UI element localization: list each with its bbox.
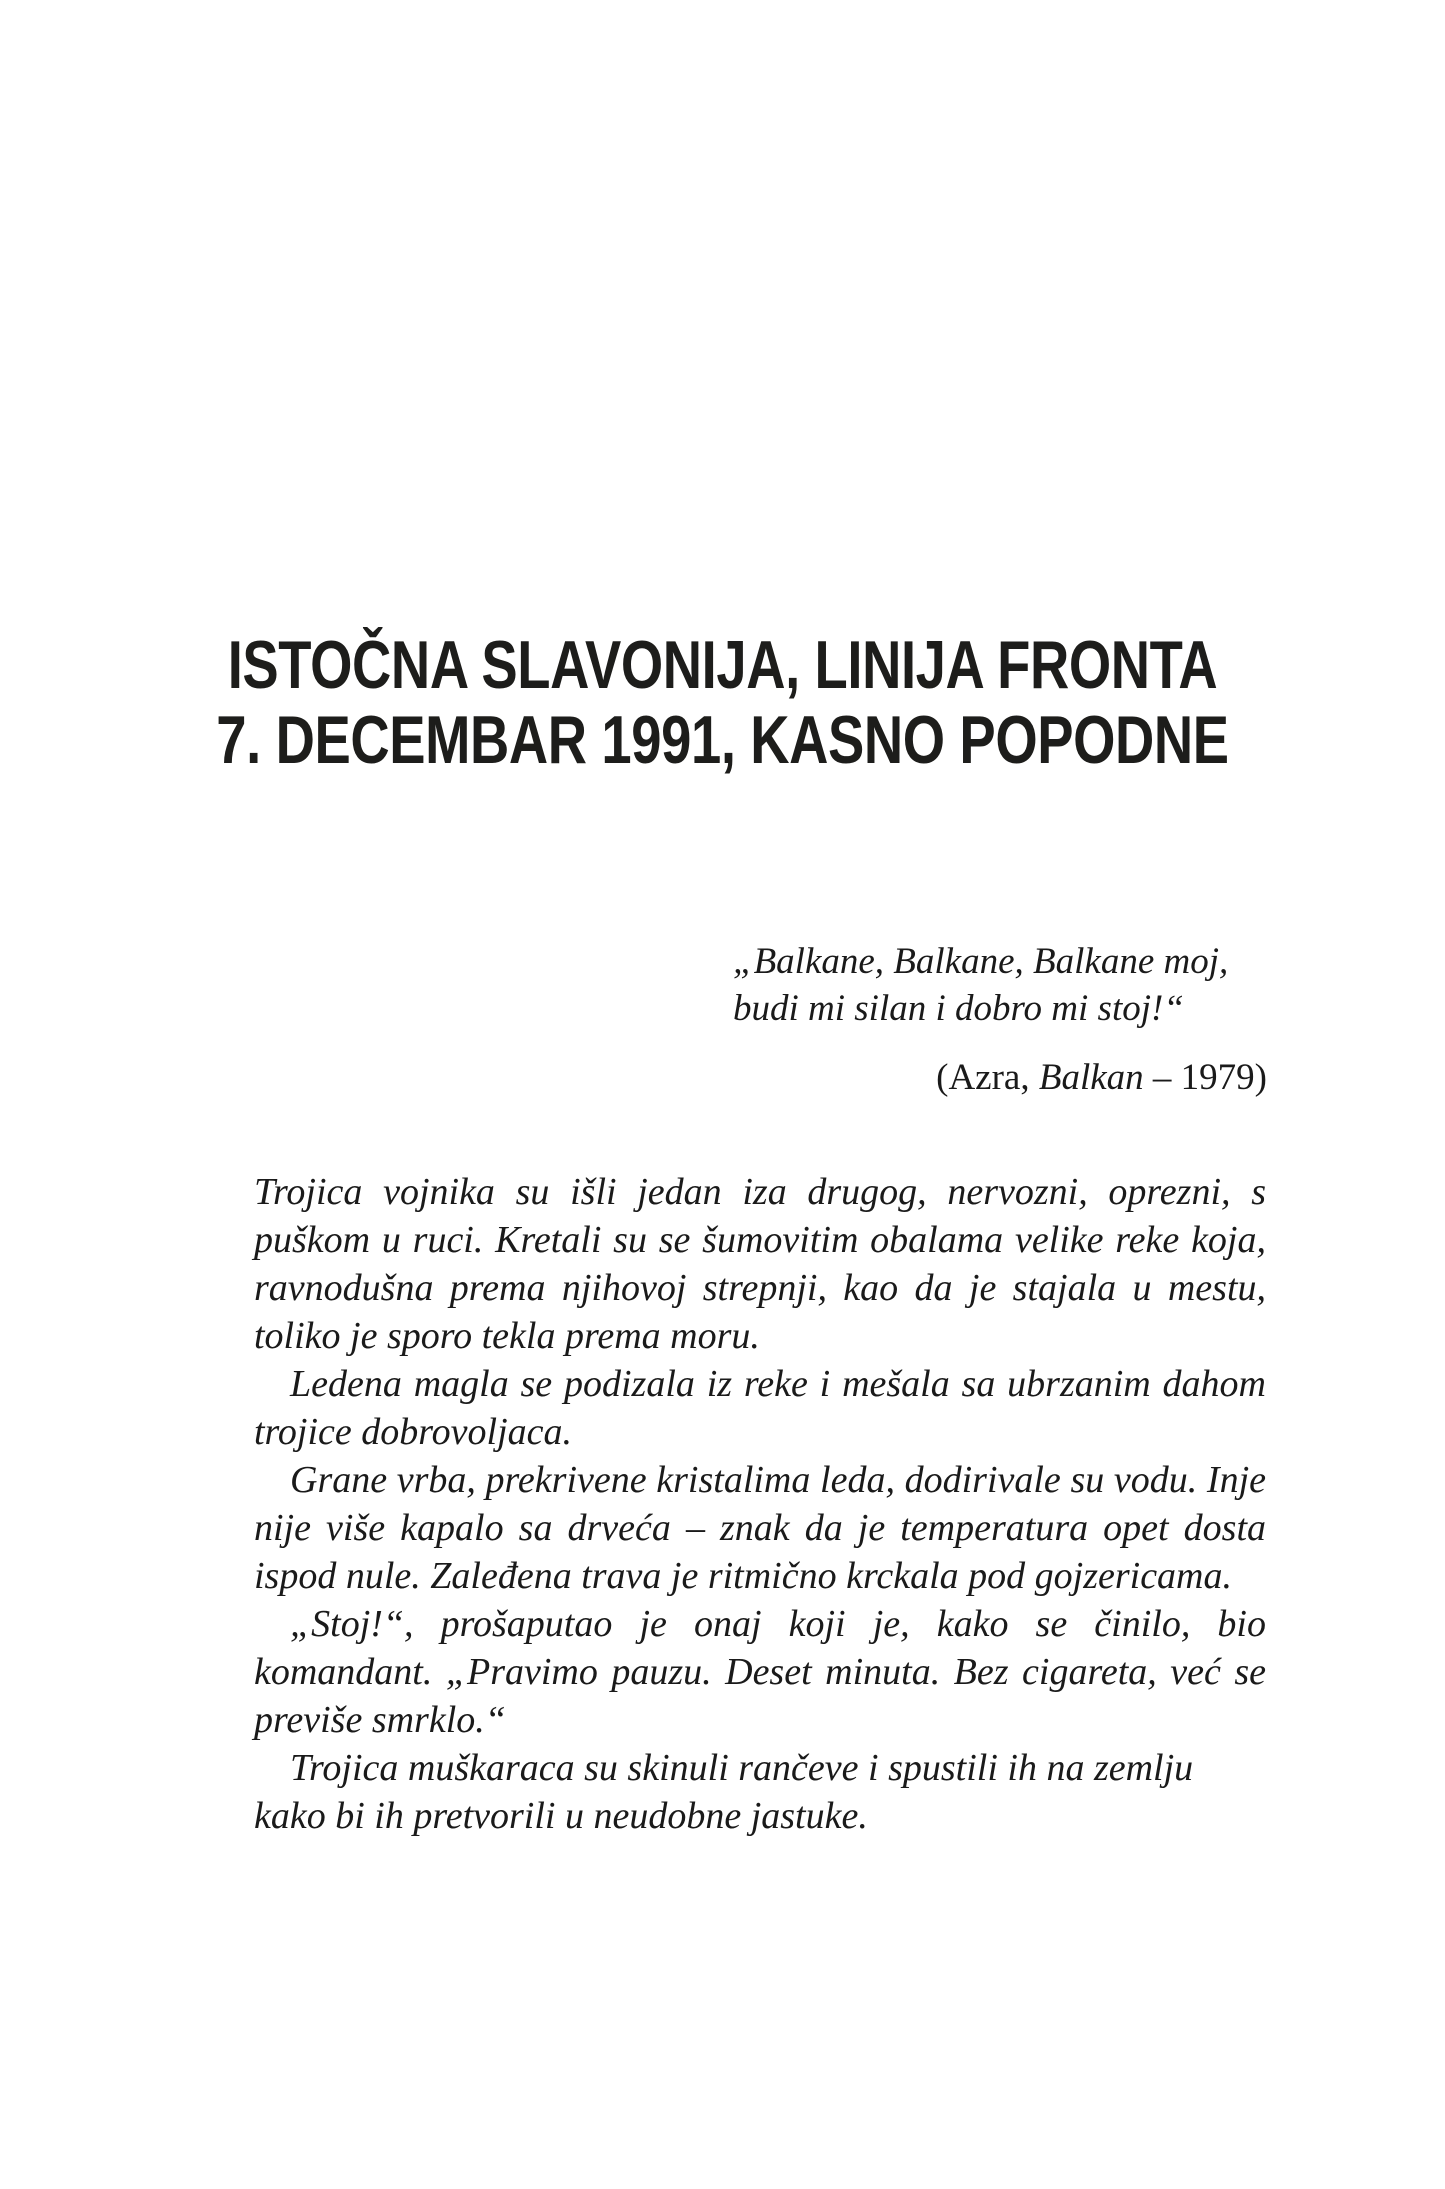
body-paragraph: Ledena magla se podizala iz reke i mešala sa ubrzanim dahom trojice dobrovoljaca. bbox=[254, 1363, 1266, 1453]
epigraph-attribution-suffix: – 1979) bbox=[1143, 1057, 1267, 1098]
body-text bbox=[254, 1168, 1266, 1840]
epigraph-attribution-prefix: (Azra, bbox=[936, 1057, 1039, 1098]
epigraph-attribution-work: Balkan bbox=[1038, 1057, 1144, 1098]
chapter-title-line-1: ISTOČNA SLAVONIJA, LINIJA FRONTA bbox=[227, 627, 1218, 703]
body-paragraph: Grane vrba, prekrivene kristalima leda, dodirivale su vodu. Inje nije više kapalo sa drveća – znak da je temperatura opet dosta ispod nule. Zaleđena trava je ritmično krckala pod gojzericama. bbox=[254, 1459, 1266, 1597]
epigraph-block bbox=[733, 938, 1267, 1101]
chapter-title bbox=[0, 628, 1445, 778]
epigraph-line-1: „Balkane, Balkane, Balkane moj, bbox=[733, 941, 1229, 982]
epigraph-attribution bbox=[733, 1054, 1267, 1101]
chapter-title-line-2: 7. DECEMBAR 1991, KASNO POPODNE bbox=[216, 702, 1229, 778]
body-paragraph: „Stoj!“, prošaputao je onaj koji je, kako se činilo, bio komandant. „Pravimo pauzu. Deset minuta. Bez cigareta, već se previše smrklo.“ bbox=[254, 1603, 1266, 1741]
epigraph-line-2: budi mi silan i dobro mi stoj!“ bbox=[733, 988, 1184, 1029]
body-paragraph: Trojica vojnika su išli jedan iza drugog, nervozni, oprezni, s puškom u ruci. Kretali su se šumovitim obalama velike reke koja, ravnodušna prema njihovoj strepnji, kao da je stajala u mestu, toliko je sporo tekla prema moru. bbox=[254, 1171, 1266, 1357]
body-paragraph: Trojica muškaraca su skinuli rančeve i spustili ih na zemlju kako bi ih pretvorili u neudobne jastuke. bbox=[254, 1747, 1194, 1837]
